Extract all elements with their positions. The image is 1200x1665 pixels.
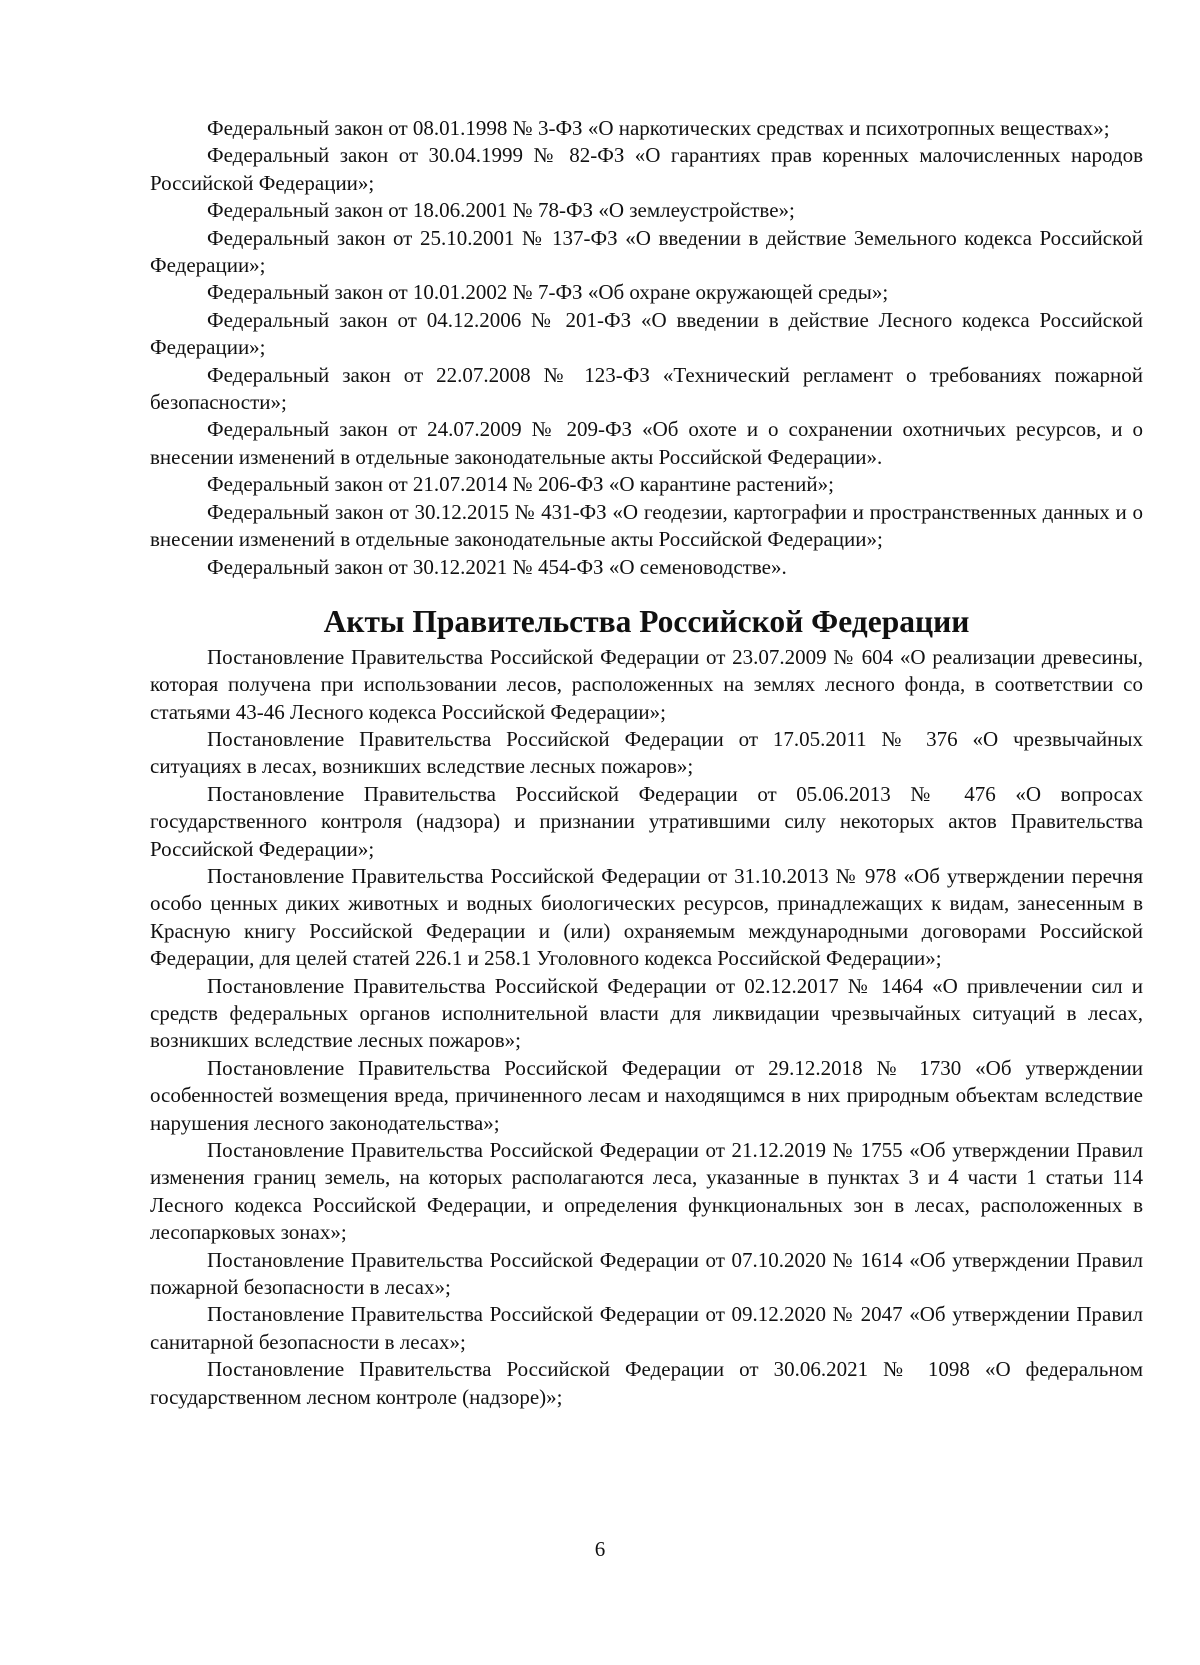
government-act-entry: Постановление Правительства Российской Федерации от 05.06.2013 № 476 «О вопросах государственного контроля (надзора) и признании утратившими силу некоторых актов Правительства Российской Федерации»; xyxy=(150,781,1143,861)
federal-law-entry: Федеральный закон от 10.01.2002 № 7-ФЗ «Об охране окружающей среды»; xyxy=(207,280,889,305)
federal-law-entry: Федеральный закон от 18.06.2001 № 78-ФЗ «О землеустройстве»; xyxy=(207,198,795,223)
federal-law-entry: Федеральный закон от 21.07.2014 № 206-ФЗ «О карантине растений»; xyxy=(207,472,834,497)
government-act-entry: Постановление Правительства Российской Федерации от 29.12.2018 № 1730 «Об утверждении особенностей возмещения вреда, причиненного лесам и находящимся в них природным объектам вследствие нарушения лесного законодательства»; xyxy=(150,1055,1143,1135)
page-body xyxy=(150,115,1143,1411)
federal-law-entry: Федеральный закон от 04.12.2006 № 201-ФЗ «О введении в действие Лесного кодекса Российской Федерации»; xyxy=(150,307,1143,360)
federal-law-entry: Федеральный закон от 24.07.2009 № 209-ФЗ «Об охоте и о сохранении охотничьих ресурсов, и о внесении изменений в отдельные законодательные акты Российской Федерации». xyxy=(150,417,1143,469)
federal-law-entry: Федеральный закон от 08.01.1998 № 3-ФЗ «О наркотических средствах и психотропных веществах»; xyxy=(207,116,1110,140)
government-act-entry: Постановление Правительства Российской Федерации от 21.12.2019 № 1755 «Об утверждении Правил изменения границ земель, на которых располагаются леса, указанные в пунктах 3 и 4 части 1 статьи 114 Лесного кодекса Российской Федерации, и определения функциональных зон в лесах, расположенных в лесопарковых зонах»; xyxy=(150,1138,1143,1245)
section-heading: Акты Правительства Российской Федерации xyxy=(323,604,970,640)
government-act-entry: Постановление Правительства Российской Федерации от 02.12.2017 № 1464 «О привлечении сил и средств федеральных органов исполнительной власти для ликвидации чрезвычайных ситуаций в лесах, возникших вследствие лесных пожаров»; xyxy=(150,973,1143,1053)
federal-law-entry: Федеральный закон от 30.12.2021 № 454-ФЗ «О семеноводстве». xyxy=(207,554,787,579)
federal-law-entry: Федеральный закон от 25.10.2001 № 137-ФЗ «О введении в действие Земельного кодекса Российской Федерации»; xyxy=(150,225,1143,278)
government-act-entry: Постановление Правительства Российской Федерации от 23.07.2009 № 604 «О реализации древесины, которая получена при использовании лесов, расположенных на землях лесного фонда, в соответствии со статьями 43-46 Лесного кодекса Российской Федерации»; xyxy=(150,644,1143,724)
government-act-entry: Постановление Правительства Российской Федерации от 07.10.2020 № 1614 «Об утверждении Правил пожарной безопасности в лесах»; xyxy=(150,1247,1143,1300)
page-number: 6 xyxy=(594,1537,606,1561)
government-act-entry: Постановление Правительства Российской Федерации от 17.05.2011 № 376 «О чрезвычайных ситуациях в лесах, возникших вследствие лесных пожаров»; xyxy=(150,726,1143,779)
federal-law-entry: Федеральный закон от 22.07.2008 № 123-ФЗ «Технический регламент о требованиях пожарной безопасности»; xyxy=(150,362,1143,415)
federal-law-entry: Федеральный закон от 30.12.2015 № 431-ФЗ «О геодезии, картографии и пространственных данных и о внесении изменений в отдельные законодательные акты Российской Федерации»; xyxy=(150,499,1143,552)
government-act-entry: Постановление Правительства Российской Федерации от 09.12.2020 № 2047 «Об утверждении Правил санитарной безопасности в лесах»; xyxy=(150,1302,1143,1354)
government-act-entry: Постановление Правительства Российской Федерации от 31.10.2013 № 978 «Об утверждении перечня особо ценных диких животных и водных биологических ресурсов, принадлежащих к видам, занесенным в Красную книгу Российской Федерации и (или) охраняемым международными договорами Российской Федерации, для целей статей 226.1 и 258.1 Уголовного кодекса Российской Федерации»; xyxy=(150,863,1143,971)
government-act-entry: Постановление Правительства Российской Федерации от 30.06.2021 № 1098 «О федеральном государственном лесном контроле (надзоре)»; xyxy=(150,1357,1143,1409)
federal-law-entry: Федеральный закон от 30.04.1999 № 82-ФЗ «О гарантиях прав коренных малочисленных народов Российской Федерации»; xyxy=(150,143,1143,195)
